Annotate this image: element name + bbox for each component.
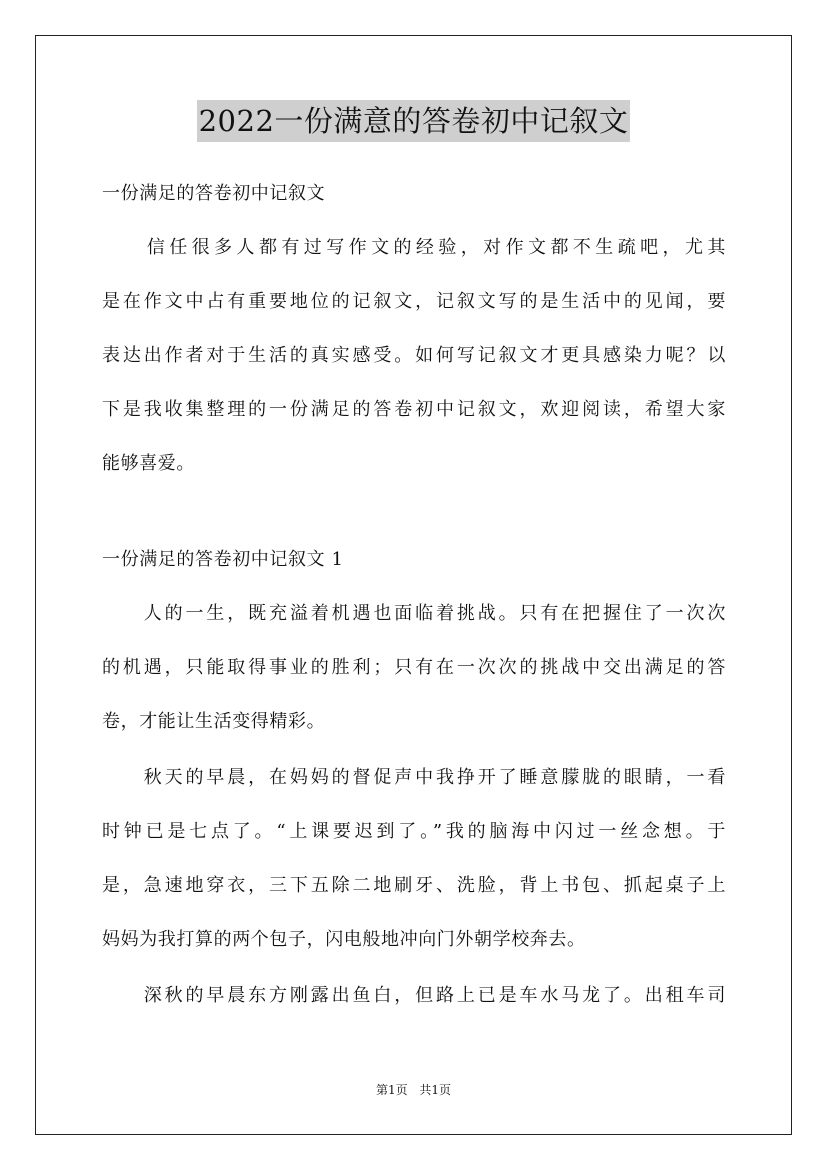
text-line: 是在作文中占有重要地位的记叙文，记叙文写的是生活中的见闻，要 — [102, 291, 726, 312]
page-total: 共1页 — [419, 1083, 452, 1097]
text-line: 信任很多人都有过写作文的经验，对作文都不生疏吧，尤其 — [102, 237, 726, 258]
text-line: 下是我收集整理的一份满足的答卷初中记叙文，欢迎阅读，希望大家 — [102, 399, 726, 420]
text-line: 表达出作者对于生活的真实感受。如何写记叙文才更具感染力呢？以 — [102, 345, 726, 366]
page-footer — [0, 1082, 827, 1098]
text-line: 秋天的早晨，在妈妈的督促声中我挣开了睡意朦胧的眼睛，一看 — [102, 767, 726, 788]
text-line: 人的一生，既充溢着机遇也面临着挑战。只有在把握住了一次次 — [102, 603, 726, 624]
body-paragraph — [102, 756, 726, 962]
text-line: 的机遇，只能取得事业的胜利；只有在一次次的挑战中交出满足的答 — [102, 657, 726, 678]
text-line: 卷，才能让生活变得精彩。 — [102, 711, 326, 732]
text-line: 能够喜爱。 — [102, 453, 195, 474]
text-line: 妈妈为我打算的两个包子，闪电般地冲向门外朝学校奔去。 — [102, 929, 586, 950]
title-block — [0, 100, 827, 142]
document-heading: 一份满足的答卷初中记叙文 — [102, 183, 326, 204]
document-body — [102, 172, 726, 1018]
text-line: 时钟已是七点了。“上课要迟到了。”我的脑海中闪过一丝念想。于 — [102, 821, 726, 842]
text-line: 是，急速地穿衣，三下五除二地刷牙、洗脸，背上书包、抓起桌子上 — [102, 875, 726, 896]
body-paragraph — [102, 592, 726, 744]
page-number: 第1页 — [375, 1083, 408, 1097]
document-title: 2022一份满意的答卷初中记叙文 — [197, 100, 631, 142]
intro-paragraph — [102, 226, 726, 486]
text-line: 深秋的早晨东方刚露出鱼白，但路上已是车水马龙了。出租车司 — [102, 985, 726, 1006]
body-paragraph — [102, 974, 726, 1018]
section-heading: 一份满足的答卷初中记叙文 1 — [102, 549, 344, 570]
